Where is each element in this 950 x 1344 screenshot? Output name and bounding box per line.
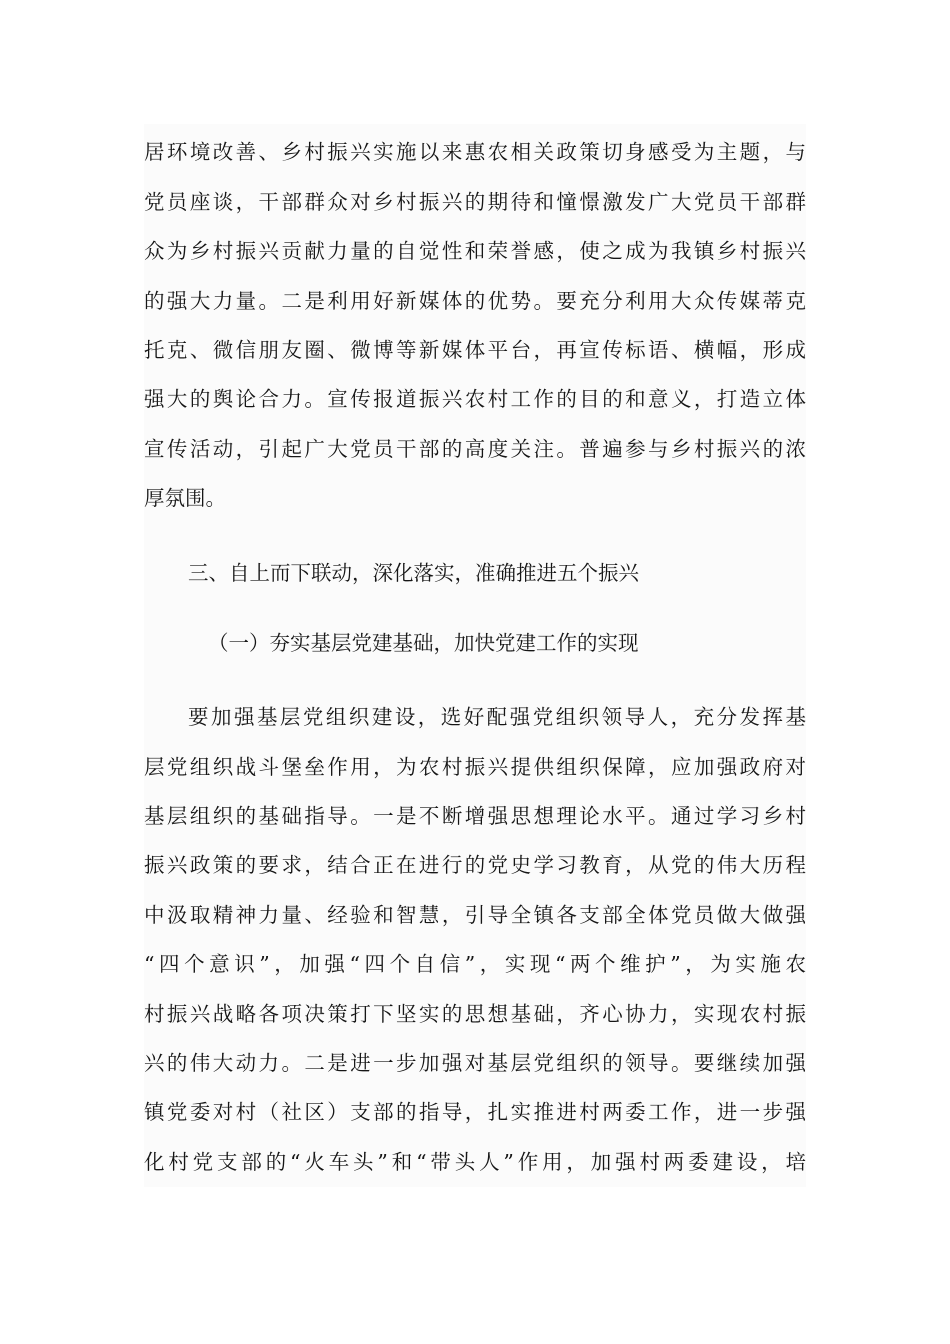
paragraph-1-line-2: 党员座谈，干部群众对乡村振兴的期待和憧憬激发广大党员干部群 — [144, 190, 806, 214]
paragraph-2-line-5: 中汲取精神力量、经验和智慧，引导全镇各支部全体党员做大做强 — [144, 903, 806, 927]
paragraph-2-line-6: “四个意识”，加强“四个自信”，实现“两个维护”，为实施农 — [144, 952, 806, 976]
paragraph-1-line-7: 宣传活动，引起广大党员干部的高度关注。普遍参与乡村振兴的浓 — [144, 437, 806, 461]
paragraph-1-line-6: 强大的舆论合力。宣传报道振兴农村工作的目的和意义，打造立体 — [144, 387, 806, 411]
paragraph-1-line-5: 托克、微信朋友圈、微博等新媒体平台，再宣传标语、横幅，形成 — [144, 338, 806, 362]
paragraph-2-line-2: 层党组织战斗堡垒作用，为农村振兴提供组织保障，应加强政府对 — [144, 755, 806, 779]
paragraph-2-line-9: 镇党委对村（社区）支部的指导，扎实推进村两委工作，进一步强 — [144, 1100, 806, 1124]
document-body — [144, 124, 806, 1187]
paragraph-1-line-8: 厚氛围。 — [144, 486, 226, 510]
paragraph-1-line-1: 居环境改善、乡村振兴实施以来惠农相关政策切身感受为主题，与 — [144, 140, 806, 164]
paragraph-2-line-1: 要加强基层党组织建设，选好配强党组织领导人，充分发挥基 — [188, 705, 806, 729]
paragraph-1-line-4: 的强大力量。二是利用好新媒体的优势。要充分利用大众传媒蒂克 — [144, 289, 806, 313]
paragraph-2-line-4: 振兴政策的要求，结合正在进行的党史学习教育，从党的伟大历程 — [144, 853, 806, 877]
paragraph-2-line-10: 化村党支部的“火车头”和“带头人”作用，加强村两委建设，培 — [144, 1150, 806, 1174]
paragraph-2-line-3: 基层组织的基础指导。一是不断增强思想理论水平。通过学习乡村 — [144, 804, 806, 828]
paragraph-1-line-3: 众为乡村振兴贡献力量的自觉性和荣誉感，使之成为我镇乡村振兴 — [144, 239, 806, 263]
subsection-heading: （一）夯实基层党建基础，加快党建工作的实现 — [208, 631, 639, 655]
section-heading: 三、自上而下联动，深化落实，准确推进五个振兴 — [188, 561, 639, 585]
paragraph-2-line-8: 兴的伟大动力。二是进一步加强对基层党组织的领导。要继续加强 — [144, 1051, 806, 1075]
paragraph-2-line-7: 村振兴战略各项决策打下坚实的思想基础，齐心协力，实现农村振 — [144, 1002, 806, 1026]
